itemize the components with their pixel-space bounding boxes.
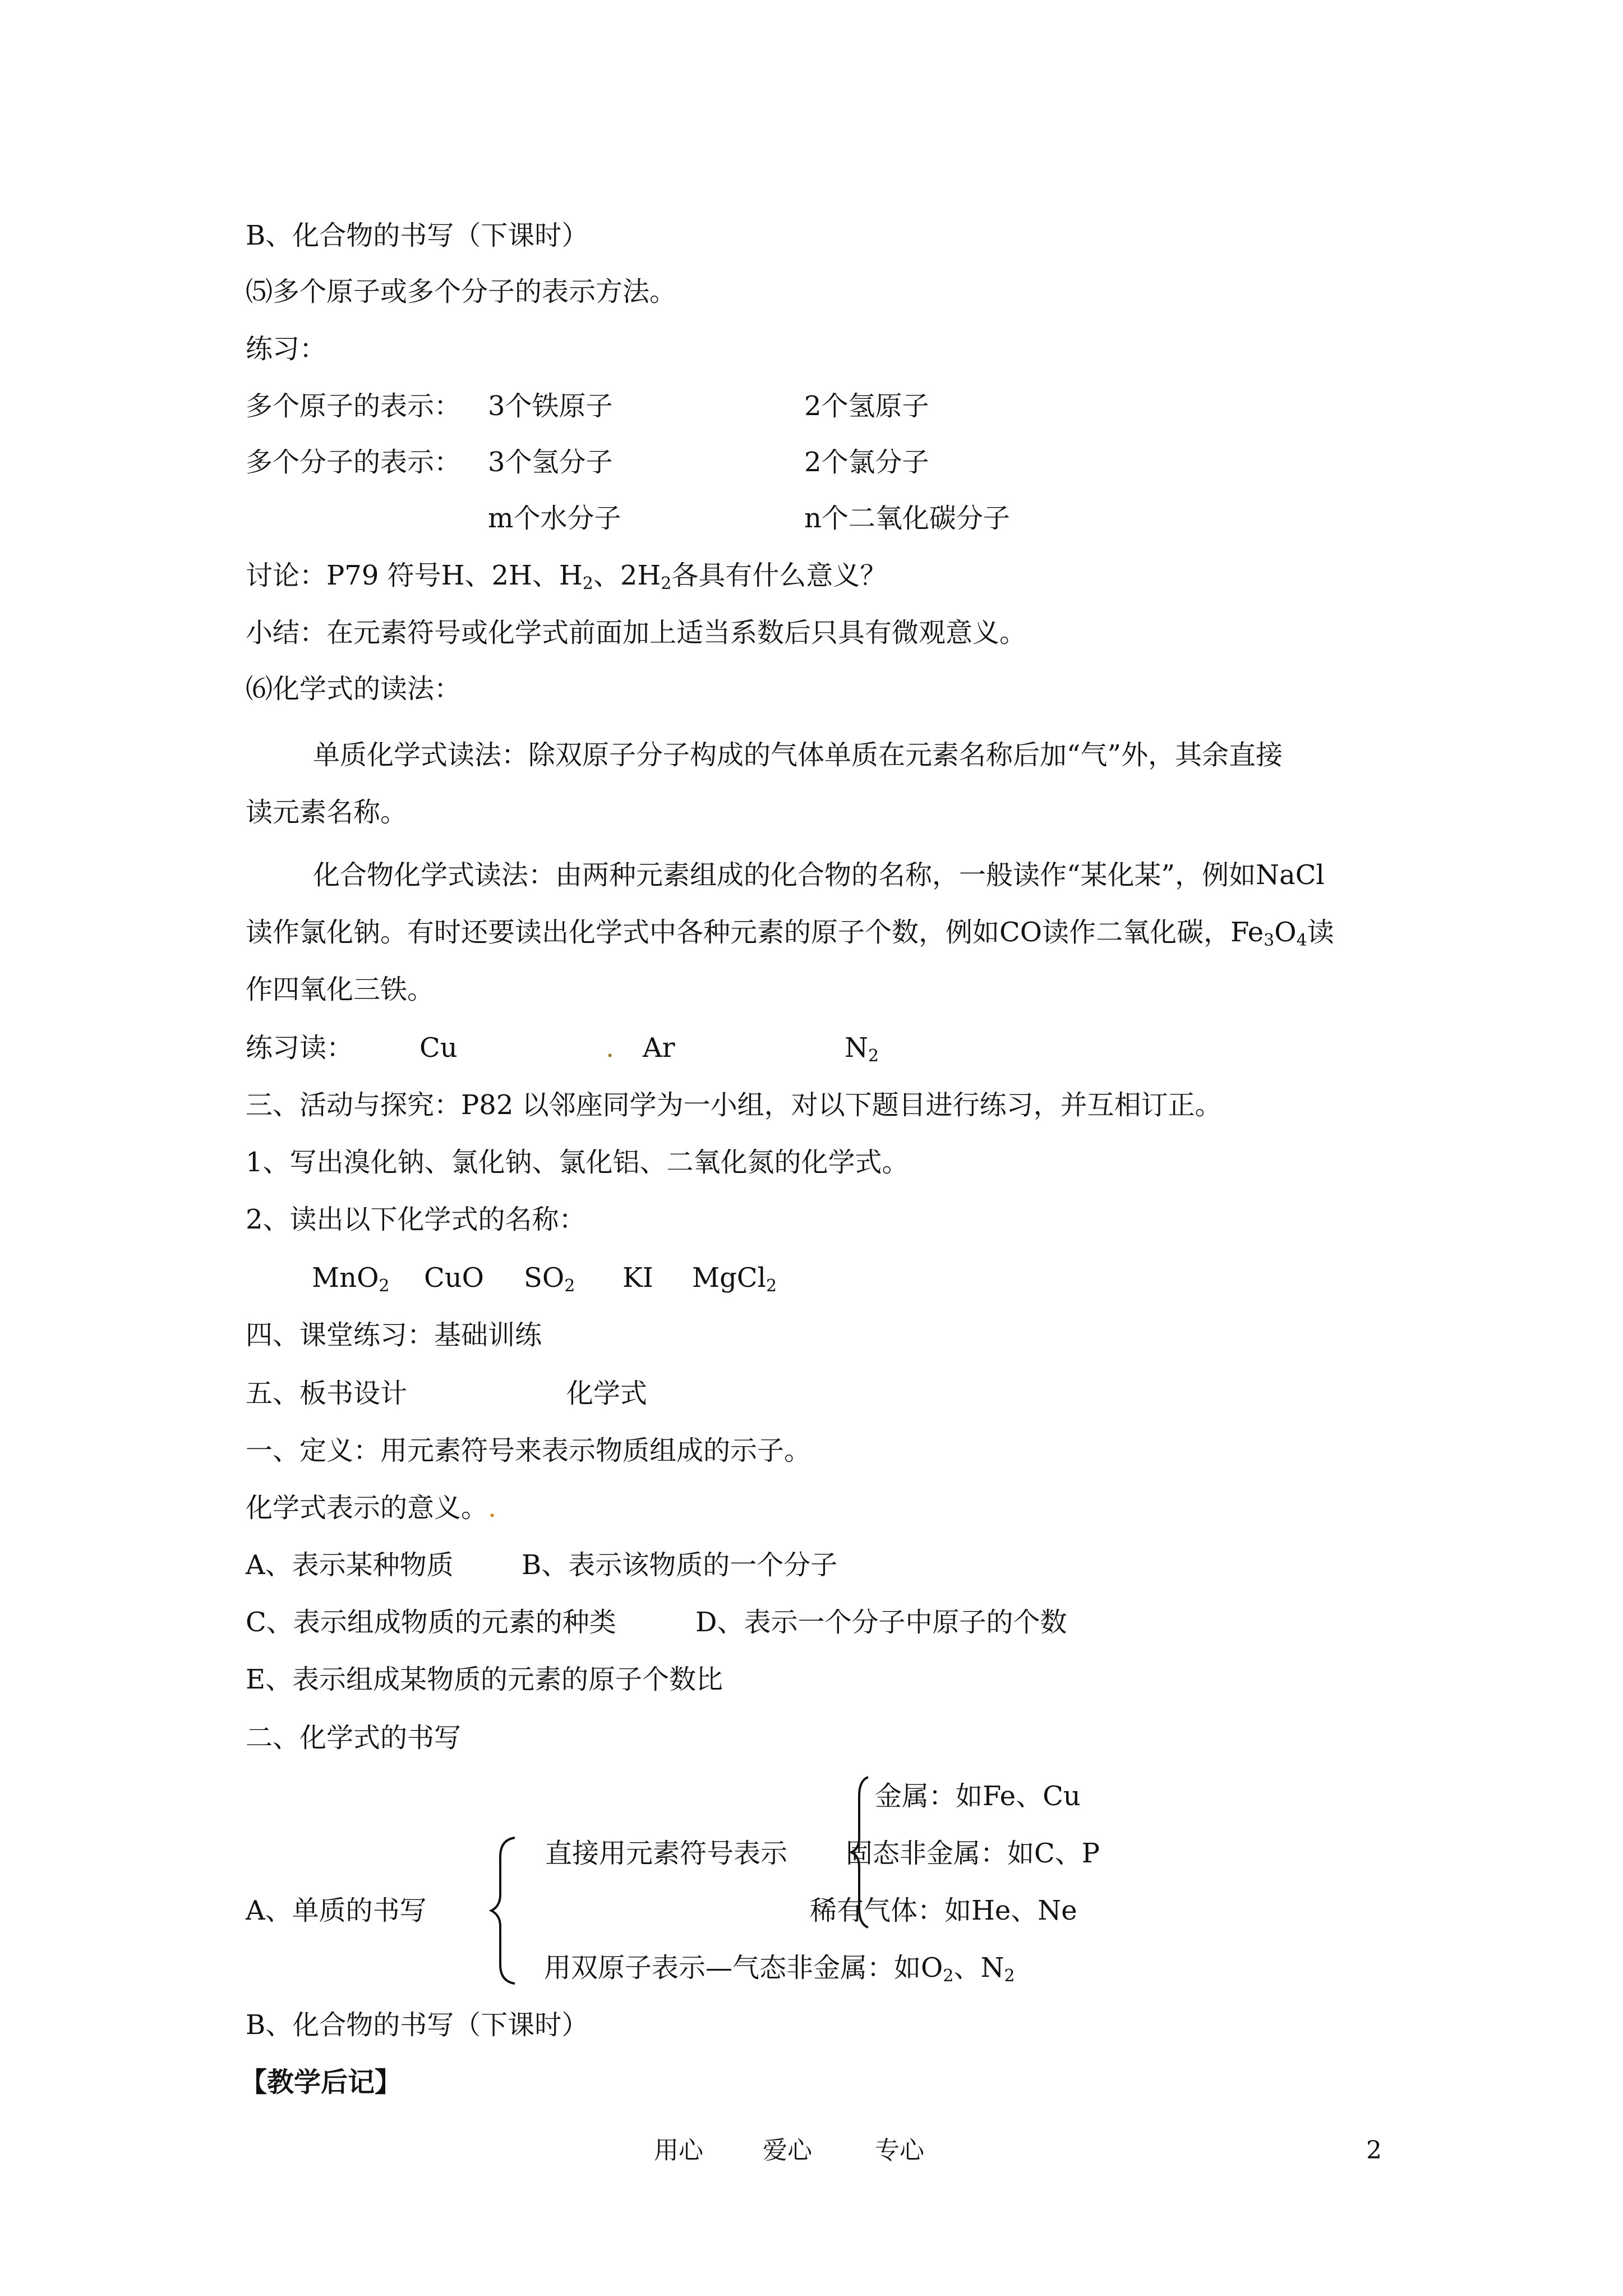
rare-gas-item: 稀有气体：如He、Ne: [810, 1895, 1077, 1926]
meaning-d: D、表示一个分子中原子的个数: [695, 1607, 1067, 1638]
footer-word-3: 专心: [875, 2136, 924, 2165]
right-brace-icon: [843, 1774, 877, 1931]
class-practice: 四、课堂练习：基础训练: [246, 1319, 542, 1351]
formula-ki: KI: [623, 1262, 653, 1294]
board-design-title: 化学式: [566, 1378, 648, 1409]
formula-mgcl2: MgCl$_2$: [692, 1262, 777, 1296]
read-n2: $N_2$: [845, 1032, 879, 1066]
meaning-heading: 化学式表示的意义。.: [246, 1492, 497, 1524]
formula-cuo: CuO: [424, 1262, 484, 1294]
read-stray-dot: .: [606, 1032, 615, 1064]
compound-read-3: 作四氧化三铁。: [246, 974, 435, 1005]
multi-molecules-2: 2个氯分子: [804, 447, 929, 478]
activity-1: 1、写出溴化钠、氯化钠、氯化铝、二氧化氮的化学式。: [246, 1147, 909, 1178]
meaning-c: C、表示组成物质的元素的种类: [246, 1607, 616, 1638]
meaning-e: E、表示组成某物质的元素的原子个数比: [246, 1664, 723, 1695]
board-design-label: 五、板书设计: [246, 1378, 408, 1409]
section-b-title-top: B、化合物的书写（下课时）: [246, 220, 589, 251]
single-read-2: 读元素名称。: [246, 797, 408, 828]
discussion-line: 讨论：P79 符号H、2H、$H_2$、$2H_2$各具有什么意义？: [246, 560, 887, 593]
left-brace-icon: [488, 1834, 522, 1986]
multi-atoms-2: 2个氢原子: [804, 390, 929, 422]
compound-read-2: 读作氯化钠。有时还要读出化学式中各种元素的原子个数，例如CO读作二氧化碳，$Fe_3O_4$读: [246, 917, 1334, 950]
single-read-1: 单质化学式读法：除双原子分子构成的气体单质在元素名称后加“气”外，其余直接: [313, 739, 1283, 771]
summary-line: 小结：在元素符号或化学式前面加上适当系数后只具有微观意义。: [246, 617, 1027, 648]
multi-atoms-label: 多个原子的表示：: [246, 390, 462, 422]
formula-so2: $SO_2$: [524, 1262, 575, 1296]
multi-molecules-4: n个二氧化碳分子: [804, 503, 1010, 534]
formula-mno2: MnO$_2$: [312, 1262, 390, 1296]
stray-dot: .: [488, 1492, 497, 1524]
item-6-heading: ⑹化学式的读法：: [246, 673, 462, 705]
multi-molecules-label: 多个分子的表示：: [246, 447, 462, 478]
activity-heading: 三、活动与探究：P82 以邻座同学为一小组，对以下题目进行练习，并互相订正。: [246, 1089, 1222, 1121]
definition-line: 一、定义：用元素符号来表示物质组成的示子。: [246, 1435, 811, 1466]
multi-molecules-3: m个水分子: [488, 503, 621, 534]
meaning-b: B、表示该物质的一个分子: [522, 1549, 838, 1581]
teaching-postscript: 【教学后记】: [240, 2067, 402, 2098]
read-cu: Cu: [419, 1032, 458, 1064]
item-5-heading: ⑸多个原子或多个分子的表示方法。: [246, 276, 677, 307]
activity-2: 2、读出以下化学式的名称：: [246, 1204, 586, 1235]
multi-molecules-1: 3个氢分子: [488, 447, 613, 478]
read-ar: Ar: [643, 1032, 675, 1064]
solid-nonmetal-item: 固态非金属：如C、P: [846, 1838, 1100, 1869]
section-b-title-bottom: B、化合物的书写（下课时）: [246, 2009, 589, 2041]
meaning-a: A、表示某种物质: [246, 1549, 454, 1581]
multi-atoms-1: 3个铁原子: [488, 390, 613, 422]
diatomic-branch: 用双原子表示—气态非金属：如$O_2$、$N_2$: [544, 1952, 1015, 1986]
writing-heading: 二、化学式的书写: [246, 1722, 462, 1754]
direct-symbol-branch: 直接用元素符号表示: [545, 1838, 788, 1869]
practice-label: 练习：: [246, 333, 327, 365]
page-number: 2: [1366, 2136, 1382, 2165]
compound-read-1: 化合物化学式读法：由两种元素组成的化合物的名称，一般读作“某化某”，例如NaCl: [313, 859, 1325, 891]
metal-item: 金属：如Fe、Cu: [875, 1780, 1081, 1812]
read-practice-label: 练习读：: [246, 1032, 354, 1064]
footer-word-2: 爱心: [763, 2136, 812, 2165]
single-writing-label: A、单质的书写: [246, 1895, 427, 1926]
footer-word-1: 用心: [654, 2136, 703, 2165]
